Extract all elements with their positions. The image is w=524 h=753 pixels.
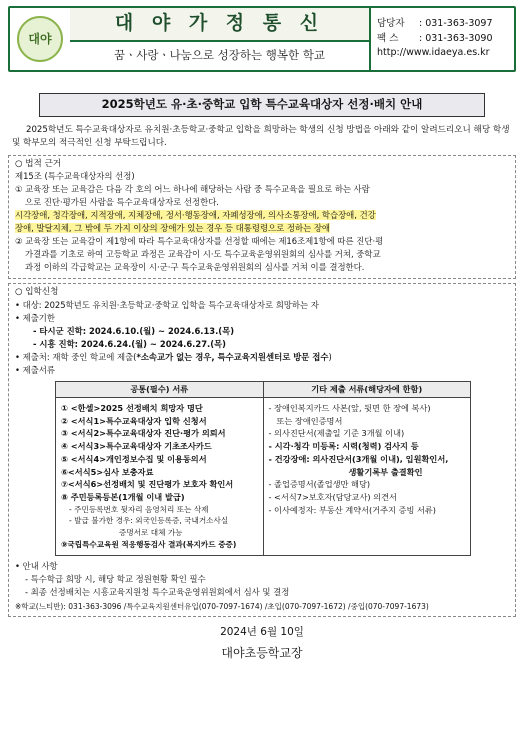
contact-label: 담당자	[377, 17, 405, 29]
logo-emblem: 대야	[17, 16, 63, 62]
list-item: ⑧ 주민등록등본(1개월 이내 발급)	[61, 491, 185, 502]
guide-line-2: - 최종 선정배치는 시흥교육지원청 특수교육운영위원회에서 심사 및 결정	[25, 586, 290, 597]
contact-row	[377, 47, 508, 60]
apply-head: ○ 입학신청	[15, 287, 59, 298]
law-basis-box	[8, 155, 516, 280]
list-item: ② <서식1>특수교육대상자 입학 신청서	[61, 415, 207, 426]
list-item: - 주민등록번호 뒷자리 음영처리 또는 삭제	[69, 504, 209, 514]
contact-row	[377, 33, 508, 46]
notice-title: 2025학년도 유·초·중학교 입학 특수교육대상자 선정·배치 안내	[39, 93, 485, 117]
list-item: ④ <서식3>특수교육대상자 기초조사카드	[61, 441, 212, 452]
law-clause-1	[15, 183, 509, 235]
principal-signature: 대야초등학교장	[221, 646, 303, 661]
documents-table	[55, 381, 471, 556]
law-head: ○ 법적 근거	[15, 158, 62, 169]
other-docs-cell	[263, 398, 471, 556]
period-siheung: - 시흥 진학: 2024.6.24.(월) ~ 2024.6.27.(목)	[33, 338, 226, 349]
list-item: - 장애인복지카드 사본(앞, 뒷면 한 장에 복사)	[268, 403, 431, 414]
apply-target: • 대상: 2025학년도 유치원·초등학교·중학교 입학을 특수교육대상자로 희망하는 자	[15, 299, 319, 310]
list-item: - 건강장애: 의사진단서(3개월 이내), 입원확인서,	[268, 453, 449, 464]
list-item: - 이사예정자: 부동산 계약서(거주지 증빙 서류)	[268, 504, 436, 515]
contact-label: 팩 스	[377, 32, 399, 44]
contact-row	[377, 18, 508, 31]
list-item: - 졸업증명서(졸업생만 해당)	[268, 479, 371, 490]
table-header-other: 기타 제출 서류(해당자에 한함)	[263, 382, 471, 398]
guide-head: • 안내 사항	[15, 560, 58, 571]
list-item: 증명서로 대체 가능	[119, 528, 183, 538]
list-item: - <서식7>보호자(담당교사) 의견서	[268, 491, 397, 502]
list-item: ⑦<서식6>선정배치 및 진단평가 보호자 확인서	[61, 479, 234, 490]
law-line: 으로 진단·평가된 사람을 특수교육대상자로 선정한다.	[25, 197, 219, 208]
list-item: - 발급 불가한 경우: 외국인등록증, 국내거소사실	[69, 516, 229, 526]
list-item: ① <한셀>2025 선정배치 희망자 명단	[61, 403, 203, 414]
school-slogan: 꿈ㆍ사랑ㆍ나눔으로 성장하는 행복한 학교	[114, 48, 325, 63]
docs-head: • 제출서류	[15, 365, 55, 376]
disability-list	[15, 209, 509, 235]
guide-line-1: - 특수학급 희망 시, 해당 학교 정원현황 확인 필수	[25, 573, 206, 584]
title-box	[70, 8, 369, 70]
table-row	[56, 398, 471, 556]
law-line: ① 교육장 또는 교육감은 다음 각 호의 어느 하나에 해당하는 사람 중 특수교육을 필요로 하는 사람	[15, 184, 370, 195]
list-item: ⑤ <서식4>개인정보수집 및 이용동의서	[61, 453, 207, 464]
issue-date: 2024년 6월 10일	[220, 625, 304, 638]
law-line: 과정 이하의 각급학교는 교육장이 시·군·구 특수교육운영위원회의 심사를 거쳐 이를 결정한다.	[25, 262, 365, 273]
table-header-common: 공통(필수) 서류	[56, 382, 264, 398]
header	[8, 6, 516, 72]
method-text: • 제출처: 재학 중인 학교에 제출(	[15, 352, 137, 362]
list-item: ⑨국립특수교육원 적응행동검사 결과(복지카드 중증)	[61, 539, 237, 549]
list-item: - 시각·청각 미등록: 시력(청력) 검사지 등	[268, 441, 419, 452]
law-line: 가결과를 기초로 하여 고등학교 과정은 교육감이 시·도 특수교육운영위원회의 심사를 거쳐, 중학교	[25, 249, 381, 260]
intro-paragraph: 2025학년도 특수교육대상자로 유치원·초등학교·중학교 입학을 희망하는 학생의 신청 방법을 아래와 같이 알려드리오니 해당 학생 및 학부모의 적극적인 신청 부탁드립니다.	[12, 125, 510, 149]
disability-list-line: 장애, 발달지체, 그 밖에 두 가지 이상의 장애가 있는 경우 등 대통령령으로 정하는 장애	[15, 223, 330, 234]
contact-info	[369, 8, 514, 70]
contact-value: : 031-363-3097	[419, 17, 493, 29]
school-website-link[interactable]: http://www.idaeya.es.kr	[377, 47, 490, 59]
list-item: ③ <서식2>특수교육대상자 진단·평가 의뢰서	[61, 428, 226, 439]
method-note: *소속교가 없는 경우, 특수교육지원센터로 방문 접수	[136, 352, 329, 362]
application-box	[8, 283, 516, 617]
contact-value: : 031-363-3090	[419, 32, 493, 44]
law-line: ② 교육장 또는 교육감이 제1항에 따라 특수교육대상자를 선정할 때에는 제16조제1항에 따른 진단·평	[15, 236, 384, 247]
period-head: • 제출기한	[15, 312, 55, 323]
list-item: - 의사진단서(제출일 기준 3개월 이내)	[268, 428, 405, 439]
contact-line: ※학교(느티반): 031-363-3096 /특수교육지원센터유입(070-7097-1674) /초입(070-7097-1672) /중입(070-7097-1673)	[15, 601, 429, 611]
submit-method	[15, 351, 509, 364]
method-text-end: )	[328, 352, 332, 362]
newsletter-title: 대 야 가 정 통 신	[70, 8, 369, 42]
list-item: ⑥<서식5>심사 보충자료	[61, 466, 154, 477]
law-clause-2	[15, 235, 509, 274]
table-header-row	[56, 382, 471, 398]
list-item: 생활기록부 출결확인	[348, 466, 423, 477]
law-article: 제15조 (특수교육대상자의 선정)	[15, 171, 135, 182]
disability-list-line: 시각장애, 청각장애, 지적장애, 지체장애, 정서·행동장애, 자폐성장애, 의사소통장애, 학습장애, 건강	[15, 210, 376, 221]
school-logo	[10, 8, 70, 70]
list-item: 또는 장애인증명서	[276, 415, 343, 426]
period-other-city: - 타시군 진학: 2024.6.10.(월) ~ 2024.6.13.(목)	[33, 325, 235, 336]
common-docs-cell	[56, 398, 264, 556]
